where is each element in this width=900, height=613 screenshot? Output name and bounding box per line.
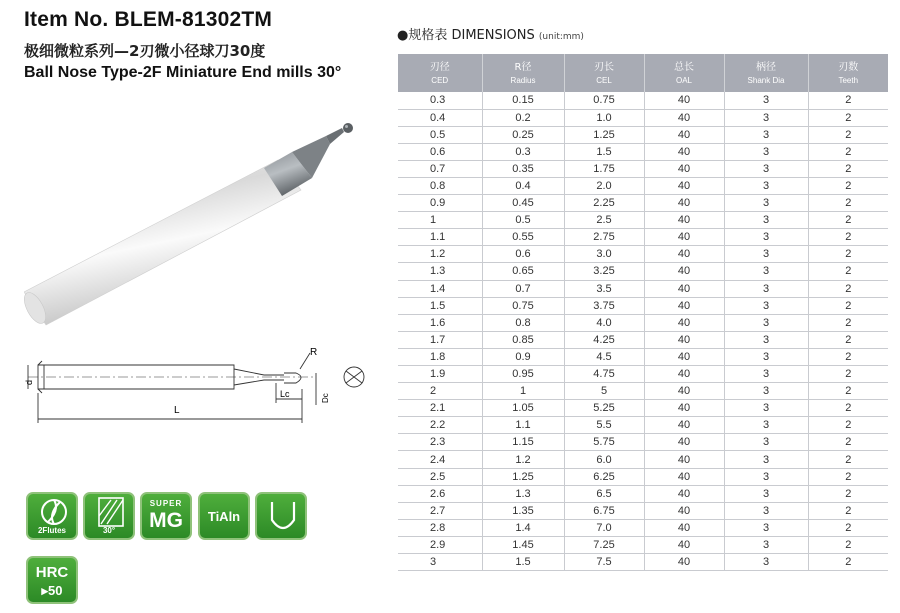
table-cell: 1.3 xyxy=(398,263,482,280)
table-cell: 2 xyxy=(808,434,888,451)
table-cell: 2 xyxy=(808,229,888,246)
table-cell: 2 xyxy=(808,263,888,280)
table-cell: 2 xyxy=(808,366,888,383)
table-cell: 3 xyxy=(724,554,808,571)
table-cell: 2 xyxy=(808,126,888,143)
table-cell: 1.1 xyxy=(398,229,482,246)
table-cell: 2 xyxy=(808,502,888,519)
table-cell: 1.5 xyxy=(482,554,564,571)
table-cell: 2.75 xyxy=(564,229,644,246)
table-cell: 2 xyxy=(808,297,888,314)
table-cell: 3.75 xyxy=(564,297,644,314)
table-row xyxy=(398,195,888,212)
table-cell: 0.95 xyxy=(482,366,564,383)
hrc-badge xyxy=(26,556,78,604)
table-cell: 2 xyxy=(808,160,888,177)
chinese-title: 极细微粒系列—2刃微小径球刀30度 xyxy=(24,42,266,60)
table-cell: 5 xyxy=(564,383,644,400)
table-row xyxy=(398,229,888,246)
table-cell: 2 xyxy=(808,280,888,297)
table-cell: 3 xyxy=(724,263,808,280)
table-cell: 3 xyxy=(724,348,808,365)
table-cell: 1.1 xyxy=(482,417,564,434)
table-cell: 3 xyxy=(724,280,808,297)
helix-label: 30° xyxy=(102,526,116,535)
table-row xyxy=(398,212,888,229)
label-r: R xyxy=(310,347,318,358)
table-cell: 40 xyxy=(644,195,724,212)
dimensions-table xyxy=(398,54,888,571)
table-row xyxy=(398,468,888,485)
table-cell: 1.25 xyxy=(564,126,644,143)
table-cell: 2 xyxy=(808,246,888,263)
table-cell: 1.3 xyxy=(482,485,564,502)
table-cell: 3 xyxy=(724,297,808,314)
table-cell: 3 xyxy=(724,109,808,126)
table-cell: 3 xyxy=(398,554,482,571)
table-cell: 1 xyxy=(398,212,482,229)
ball-nose-icon xyxy=(257,494,307,540)
table-cell: 2 xyxy=(808,109,888,126)
header-oal: 总长 OAL xyxy=(644,54,724,92)
table-cell: 1 xyxy=(482,383,564,400)
table-cell: 40 xyxy=(644,314,724,331)
table-cell: 3 xyxy=(724,468,808,485)
table-cell: 2 xyxy=(398,383,482,400)
table-cell: 2 xyxy=(808,143,888,160)
table-row xyxy=(398,160,888,177)
table-cell: 1.35 xyxy=(482,502,564,519)
table-cell: 0.55 xyxy=(482,229,564,246)
table-cell: 3 xyxy=(724,451,808,468)
table-cell: 0.6 xyxy=(482,246,564,263)
table-cell: 3 xyxy=(724,485,808,502)
table-cell: 40 xyxy=(644,554,724,571)
table-cell: 0.8 xyxy=(482,314,564,331)
table-cell: 0.3 xyxy=(482,143,564,160)
table-cell: 1.25 xyxy=(482,468,564,485)
coating-label: TiAln xyxy=(207,509,241,524)
table-cell: 40 xyxy=(644,366,724,383)
label-d: d xyxy=(24,379,34,385)
table-cell: 0.25 xyxy=(482,126,564,143)
table-cell: 3.0 xyxy=(564,246,644,263)
table-cell: 40 xyxy=(644,212,724,229)
table-row xyxy=(398,177,888,194)
table-cell: 0.75 xyxy=(564,92,644,109)
table-cell: 1.9 xyxy=(398,366,482,383)
table-cell: 0.6 xyxy=(398,143,482,160)
table-cell: 1.15 xyxy=(482,434,564,451)
table-row xyxy=(398,434,888,451)
table-cell: 3 xyxy=(724,143,808,160)
table-cell: 1.7 xyxy=(398,331,482,348)
table-cell: 40 xyxy=(644,263,724,280)
table-cell: 1.8 xyxy=(398,348,482,365)
table-row xyxy=(398,485,888,502)
table-cell: 2 xyxy=(808,485,888,502)
table-row xyxy=(398,280,888,297)
table-row xyxy=(398,126,888,143)
unit-label: (unit:mm) xyxy=(538,32,584,42)
table-cell: 40 xyxy=(644,451,724,468)
table-cell: 40 xyxy=(644,126,724,143)
table-row xyxy=(398,366,888,383)
table-cell: 40 xyxy=(644,468,724,485)
table-cell: 2 xyxy=(808,536,888,553)
table-cell: 4.5 xyxy=(564,348,644,365)
super-mg-badge xyxy=(140,492,192,540)
table-cell: 3 xyxy=(724,434,808,451)
table-cell: 2 xyxy=(808,195,888,212)
table-cell: 3 xyxy=(724,126,808,143)
table-cell: 1.4 xyxy=(482,519,564,536)
table-cell: 3 xyxy=(724,366,808,383)
table-cell: 2.0 xyxy=(564,177,644,194)
table-cell: 40 xyxy=(644,434,724,451)
table-cell: 6.5 xyxy=(564,485,644,502)
table-cell: 40 xyxy=(644,502,724,519)
table-cell: 2.8 xyxy=(398,519,482,536)
table-cell: 2 xyxy=(808,314,888,331)
table-cell: 0.4 xyxy=(482,177,564,194)
mg-label: MG xyxy=(149,509,183,532)
table-cell: 3 xyxy=(724,502,808,519)
table-cell: 4.25 xyxy=(564,331,644,348)
table-cell: 2.7 xyxy=(398,502,482,519)
table-cell: 5.75 xyxy=(564,434,644,451)
table-cell: 0.8 xyxy=(398,177,482,194)
table-cell: 0.45 xyxy=(482,195,564,212)
table-cell: 3 xyxy=(724,92,808,109)
table-cell: 1.05 xyxy=(482,400,564,417)
table-cell: 40 xyxy=(644,177,724,194)
table-row xyxy=(398,348,888,365)
table-cell: 40 xyxy=(644,417,724,434)
table-cell: 0.85 xyxy=(482,331,564,348)
table-cell: 40 xyxy=(644,280,724,297)
table-cell: 0.9 xyxy=(482,348,564,365)
table-row xyxy=(398,143,888,160)
table-cell: 2 xyxy=(808,400,888,417)
table-cell: 6.0 xyxy=(564,451,644,468)
table-cell: 2 xyxy=(808,331,888,348)
table-cell: 3 xyxy=(724,314,808,331)
table-cell: 1.2 xyxy=(398,246,482,263)
table-cell: 2.25 xyxy=(564,195,644,212)
table-cell: 40 xyxy=(644,229,724,246)
table-cell: 1.0 xyxy=(564,109,644,126)
hrc-label: HRC xyxy=(35,564,69,581)
table-cell: 3 xyxy=(724,400,808,417)
table-cell: 3.5 xyxy=(564,280,644,297)
table-cell: 6.75 xyxy=(564,502,644,519)
table-body xyxy=(398,92,888,571)
table-row xyxy=(398,383,888,400)
table-cell: 40 xyxy=(644,383,724,400)
table-cell: 2 xyxy=(808,348,888,365)
table-cell: 40 xyxy=(644,160,724,177)
table-cell: 0.65 xyxy=(482,263,564,280)
header-cel: 刃长 CEL xyxy=(564,54,644,92)
table-cell: 0.15 xyxy=(482,92,564,109)
flutes-label: 2Flutes xyxy=(37,526,66,535)
table-cell: 0.5 xyxy=(398,126,482,143)
table-cell: 40 xyxy=(644,109,724,126)
table-cell: 40 xyxy=(644,519,724,536)
table-cell: 0.5 xyxy=(482,212,564,229)
table-cell: 0.7 xyxy=(482,280,564,297)
table-row xyxy=(398,417,888,434)
table-row xyxy=(398,519,888,536)
table-cell: 2.5 xyxy=(398,468,482,485)
table-row xyxy=(398,536,888,553)
table-cell: 3 xyxy=(724,212,808,229)
table-row xyxy=(398,314,888,331)
table-cell: 40 xyxy=(644,246,724,263)
table-row xyxy=(398,109,888,126)
table-cell: 1.45 xyxy=(482,536,564,553)
table-cell: 2 xyxy=(808,468,888,485)
table-cell: 40 xyxy=(644,92,724,109)
table-cell: 2.6 xyxy=(398,485,482,502)
table-cell: 3 xyxy=(724,195,808,212)
table-cell: 0.9 xyxy=(398,195,482,212)
table-cell: 7.5 xyxy=(564,554,644,571)
table-cell: 40 xyxy=(644,297,724,314)
table-cell: 7.0 xyxy=(564,519,644,536)
label-dc: Dc xyxy=(321,393,330,403)
table-cell: 2.5 xyxy=(564,212,644,229)
table-cell: 6.25 xyxy=(564,468,644,485)
table-cell: 2 xyxy=(808,212,888,229)
table-cell: 2.2 xyxy=(398,417,482,434)
table-cell: 1.5 xyxy=(564,143,644,160)
table-cell: 1.6 xyxy=(398,314,482,331)
table-cell: 3 xyxy=(724,383,808,400)
table-row xyxy=(398,451,888,468)
label-l: L xyxy=(174,405,180,416)
table-cell: 0.2 xyxy=(482,109,564,126)
table-cell: 3 xyxy=(724,536,808,553)
item-number-title: Item No. BLEM-81302TM xyxy=(24,8,273,31)
table-row xyxy=(398,400,888,417)
table-cell: 1.5 xyxy=(398,297,482,314)
table-cell: 3 xyxy=(724,246,808,263)
label-lc: Lc xyxy=(280,389,290,399)
technical-drawing xyxy=(24,345,384,425)
table-cell: 1.4 xyxy=(398,280,482,297)
table-cell: 40 xyxy=(644,331,724,348)
table-cell: 2 xyxy=(808,554,888,571)
table-cell: 40 xyxy=(644,536,724,553)
table-cell: 2 xyxy=(808,383,888,400)
table-cell: 2 xyxy=(808,177,888,194)
table-cell: 3 xyxy=(724,417,808,434)
table-cell: 7.25 xyxy=(564,536,644,553)
super-label: SUPER xyxy=(149,499,183,508)
coating-badge xyxy=(198,492,250,540)
table-cell: 3 xyxy=(724,519,808,536)
table-cell: 0.4 xyxy=(398,109,482,126)
ball-nose-badge xyxy=(255,492,307,540)
header-radius: R径 Radius xyxy=(482,54,564,92)
table-cell: 1.2 xyxy=(482,451,564,468)
table-row xyxy=(398,246,888,263)
feature-badges xyxy=(26,492,326,604)
table-cell: 2 xyxy=(808,417,888,434)
table-cell: 3.25 xyxy=(564,263,644,280)
table-row xyxy=(398,297,888,314)
table-cell: 40 xyxy=(644,400,724,417)
table-cell: 2.3 xyxy=(398,434,482,451)
table-cell: 2 xyxy=(808,92,888,109)
two-flutes-badge xyxy=(26,492,78,540)
table-cell: 0.75 xyxy=(482,297,564,314)
header-ced: 刃径 CED xyxy=(398,54,482,92)
table-header-row xyxy=(398,54,888,92)
hrc-value: ▸50 xyxy=(41,583,63,598)
header-shank-dia: 柄径 Shank Dia xyxy=(724,54,808,92)
table-cell: 5.5 xyxy=(564,417,644,434)
end-mill-photo xyxy=(24,102,384,334)
dimensions-title: ●规格表 DIMENSIONS xyxy=(397,28,535,43)
table-cell: 2.1 xyxy=(398,400,482,417)
table-cell: 2 xyxy=(808,519,888,536)
table-cell: 2.9 xyxy=(398,536,482,553)
table-cell: 40 xyxy=(644,348,724,365)
header-teeth: 刃数 Teeth xyxy=(808,54,888,92)
table-row xyxy=(398,263,888,280)
table-row xyxy=(398,502,888,519)
table-row xyxy=(398,554,888,571)
table-cell: 2.4 xyxy=(398,451,482,468)
table-cell: 0.3 xyxy=(398,92,482,109)
table-cell: 3 xyxy=(724,229,808,246)
table-cell: 1.75 xyxy=(564,160,644,177)
table-cell: 5.25 xyxy=(564,400,644,417)
table-cell: 3 xyxy=(724,177,808,194)
table-row xyxy=(398,331,888,348)
table-cell: 0.35 xyxy=(482,160,564,177)
table-row xyxy=(398,92,888,109)
table-cell: 3 xyxy=(724,331,808,348)
table-cell: 40 xyxy=(644,143,724,160)
table-cell: 3 xyxy=(724,160,808,177)
dimensions-heading xyxy=(397,24,584,43)
english-title: Ball Nose Type-2F Miniature End mills 30° xyxy=(24,64,342,81)
table-cell: 4.75 xyxy=(564,366,644,383)
table-cell: 40 xyxy=(644,485,724,502)
table-cell: 0.7 xyxy=(398,160,482,177)
table-cell: 2 xyxy=(808,451,888,468)
helix-badge xyxy=(83,492,135,540)
table-cell: 4.0 xyxy=(564,314,644,331)
